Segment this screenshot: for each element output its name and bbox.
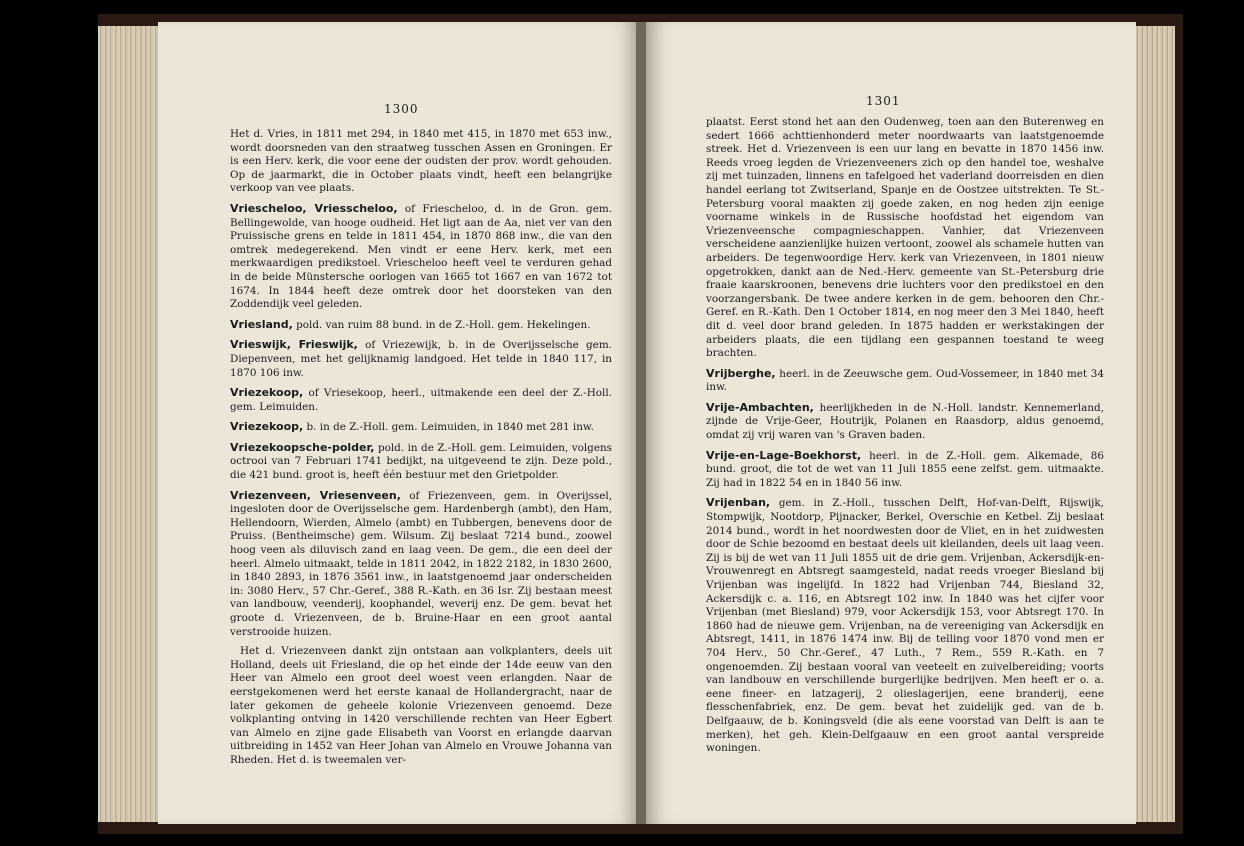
- entry-headword: Vriezenveen, Vriesenveen,: [230, 488, 401, 502]
- entry: [230, 645, 612, 767]
- entry-headword: Vrije-Ambachten,: [706, 400, 814, 414]
- entry-text: heerl. in de Z.-Holl. gem. Alkemade, 86 bund. groot, die tot de wet van 11 Juli 1855 eene zelfst. gem. uitmaakte. Zij had in 1822 54 en in 1840 56 inw.: [706, 449, 1104, 489]
- entry-headword: Vriezekoop,: [230, 386, 304, 400]
- left-page-text: [230, 128, 612, 768]
- entry-headword: Vriesland,: [230, 317, 293, 331]
- entry-text: heerlijkheden in de N.-Holl. landstr. Kennemerland, zijnde de Vrije-Geer, Houtrijk, Polanen en Raasdorp, aldus genoemd, omdat zij vrij waren van 's Graven baden.: [706, 401, 1104, 442]
- entry: [706, 401, 1104, 443]
- entry-text: pold. in de Z.-Holl. gem. Leimuiden, volgens octrooi van 7 Februari 1741 bedijkt, na uitgeveend te zijn. Deze pold., die 421 bund. groot is, heeft één bestuur met den Grietpolder.: [230, 441, 612, 482]
- right-page: [646, 22, 1136, 824]
- left-page: [158, 22, 638, 824]
- entry-headword: Vriescheloo, Vriesscheloo,: [230, 201, 398, 215]
- entry-headword: Vrieswijk, Frieswijk,: [230, 338, 358, 352]
- entry-headword: Vriezekoop,: [230, 420, 304, 434]
- entry: [706, 367, 1104, 395]
- entry: [230, 318, 612, 333]
- entry: [230, 386, 612, 414]
- entry-text: heerl. in de Zeeuwsche gem. Oud-Vossemeer, in 1840 met 34 inw.: [706, 367, 1104, 394]
- entry-text: Het d. Vries, in 1811 met 294, in 1840 met 415, in 1870 met 653 inw., wordt doorsneden van den straatweg tusschen Assen en Groningen. Er is een Herv. kerk, die voor eene der oudsten der prov. wordt gehouden. Op de jaarmarkt, die in October plaats vindt, heeft een belangrijke verkoop van vee plaats.: [230, 128, 612, 195]
- entry-headword: Vrije-en-Lage-Boekhorst,: [706, 448, 862, 462]
- entry: [230, 420, 612, 435]
- entry: [230, 128, 612, 196]
- entry: [706, 116, 1104, 361]
- entry-headword: Vriezekoopsche-polder,: [230, 440, 375, 454]
- page-number: 1300: [384, 102, 419, 116]
- entry-text: gem. in Z.-Holl., tusschen Delft, Hof-van-Delft, Rijswijk, Stompwijk, Nootdorp, Pijnacker, Berkel, Overschie en Ketbel. Zij beslaat 2014 bund., wordt in het noordwesten door de Vliet, en in het zuidwesten door de Schie bezoomd en bestaat deels uit kleilanden, deels uit laag veen. Zij is bij de wet van 11 Juli 1855 uit de drie gem. Vrijenban, Ackersdijk-en-Vrouwenregt en Abtsregt saamgesteld, nadat reeds vroeger Biesland bij Vrijenban was ingelijfd. In 1822 had Vrijenban 744, Biesland 32, Ackersdijk c. a. 116, en Abtsregt 102 inw. In 1840 was het cijfer voor Vrijenban (met Biesland) 979, voor Ackersdijk 153, voor Abtsregt 170. In 1860 had de nieuwe gem. Vrijenban, na de vereeniging van Ackersdijk en Abtsregt, 1411, in 1876 1474 inw. Bij de telling voor 1870 vond men er 704 Herv., 50 Chr.-Geref., 47 Luth., 7 Rem., 559 R.-Kath. en 7 ongenoemden. Zij bestaan vooral van veeteelt en zuivelbereiding; voorts van landbouw en verschillende burgerlijke bedrijven. Men heeft er o. a. eene fineer- en latzagerij, 2 olieslagerijen, eene branderij, eene flesschenfabriek, enz. De gem. bevat het zuidelijk ged. van de b. Delfgaauw, de b. Koningsveld (die als eene voorstad van Delft is aan te merken), het geh. Klein-Delfgaauw en een groot aantal verspreide woningen.: [706, 497, 1104, 755]
- right-page-text: [706, 116, 1104, 762]
- entry-text: Het d. Vriezenveen dankt zijn ontstaan aan volkplanters, deels uit Holland, deels uit Friesland, die op het einde der 14de eeuw van den Heer van Almelo een groot deel woest veen erlangden. Naar de eerstgekomenen werd het eerste kanaal de Hollandergracht, naar de later gekomen de geheele kolonie Vriezenveen genoemd. Deze volkplanting ontving in 1420 verschillende rechten van Heer Egbert van Almelo en zijne gade Elisabeth van Voorst en erlangde daarvan uitbreiding in 1452 van Heer Johan van Almelo en Vrouwe Johanna van Rheden. Het d. is tweemalen ver-: [230, 645, 612, 766]
- entry-headword: Vrijberghe,: [706, 366, 776, 380]
- entry-text: b. in de Z.-Holl. gem. Leimuiden, in 1840 met 281 inw.: [306, 421, 594, 434]
- entry-headword: Vrijenban,: [706, 496, 771, 510]
- entry-text: of Vriezewijk, b. in de Overijsselsche gem. Diepenveen, met het gelijknamig landgoed. Het telde in 1840 117, in 1870 106 inw.: [230, 339, 612, 379]
- page-edges-right: [1135, 26, 1175, 822]
- entry: [230, 338, 612, 380]
- entry: [230, 441, 612, 483]
- page-number: 1301: [866, 94, 901, 108]
- entry: [706, 449, 1104, 491]
- entry-text: of Vriesekoop, heerl., uitmakende een deel der Z.-Holl. gem. Leimuiden.: [230, 387, 612, 413]
- entry-text: plaatst. Eerst stond het aan den Oudenweg, toen aan den Buterenweg en sedert 1666 achttienhonderd meter noordwaarts van laatstgenoemde streek. Het d. Vriezenveen is een uur lang en bevatte in 1870 1456 inw. Reeds vroeg legden de Vriezenveeners zich op den handel toe, weshalve zij met tuinzaden, linnens en tafelgoed het vaderland doorreisden en dien handel eerlang tot Zwitserland, Spanje en de Oostzee uitstrekten. Te St.-Petersburg vooral maakten zij goede zaken, en nog heden zijn eenige voorname winkels in de Russische hoofdstad het eigendom van Vriezenveensche compagnieschappen. Vanhier, dat Vriezenveen verscheidene aanzienlijke huizen vertoont, zoowel als schamele hutten van arbeiders. De tegenwoordige Herv. kerk van Vriezenveen, in 1801 nieuw opgetrokken, dankt aan de Ned.-Herv. gemeente van St.-Petersburg drie fraaie kaarskroonen, benevens drie luchters voor den predikstoel en den voorzangersbank. De twee andere kerken in de gem. behooren den Chr.-Geref. en R.-Kath. Den 1 October 1814, en nog meer den 3 Mei 1840, heeft dit d. veel door brand geleden. In 1875 hadden er werkstakingen der arbeiders plaats, die een tijdlang een gespannen toestand te weeg brachten.: [706, 116, 1104, 360]
- entry-text: pold. van ruim 88 bund. in de Z.-Holl. gem. Hekelingen.: [296, 318, 591, 331]
- entry: [230, 202, 612, 312]
- entry: [230, 489, 612, 640]
- page-edges-left: [98, 26, 160, 822]
- entry-text: of Friescheloo, d. in de Gron. gem. Bellingewolde, van hooge oudheid. Het ligt aan de Aa, niet ver van den Pruissische grens en telde in 1811 454, in 1870 868 inw., die van den omtrek medegerekend. Men vindt er eene Herv. kerk, met een merkwaardigen predikstoel. Vriescheloo heeft veel te verduren gehad in de beide Münstersche oorlogen van 1665 tot 1667 en van 1672 tot 1674. In 1844 heeft deze omtrek door het doorsteken van den Zoddendijk veel geleden.: [230, 202, 612, 311]
- entry-text: of Friezenveen, gem. in Overijssel, ingesloten door de Overijsselsche gem. Hardenbergh (ambt), den Ham, Hellendoorn, Wierden, Almelo (ambt) en Tubbergen, benevens door de Pruiss. (Bentheimsche) gem. Wilsum. Zij beslaat 7214 bund., zoowel hoog veen als diluvisch zand en laag veen. De gem., die een deel der heerl. Almelo uitmaakt, telde in 1811 2042, in 1822 2182, in 1830 2600, in 1840 2893, in 1876 3561 inw., in laatstgenoemd jaar onderscheiden in: 3080 Herv., 57 Chr.-Geref., 388 R.-Kath. en 36 Isr. Zij bestaan meest van landbouw, veenderij, koophandel, weverij enz. De gem. bevat het groote d. Vriezenveen, de b. Bruine-Haar en een groot aantal verstrooide huizen.: [230, 489, 613, 638]
- entry: [706, 496, 1104, 755]
